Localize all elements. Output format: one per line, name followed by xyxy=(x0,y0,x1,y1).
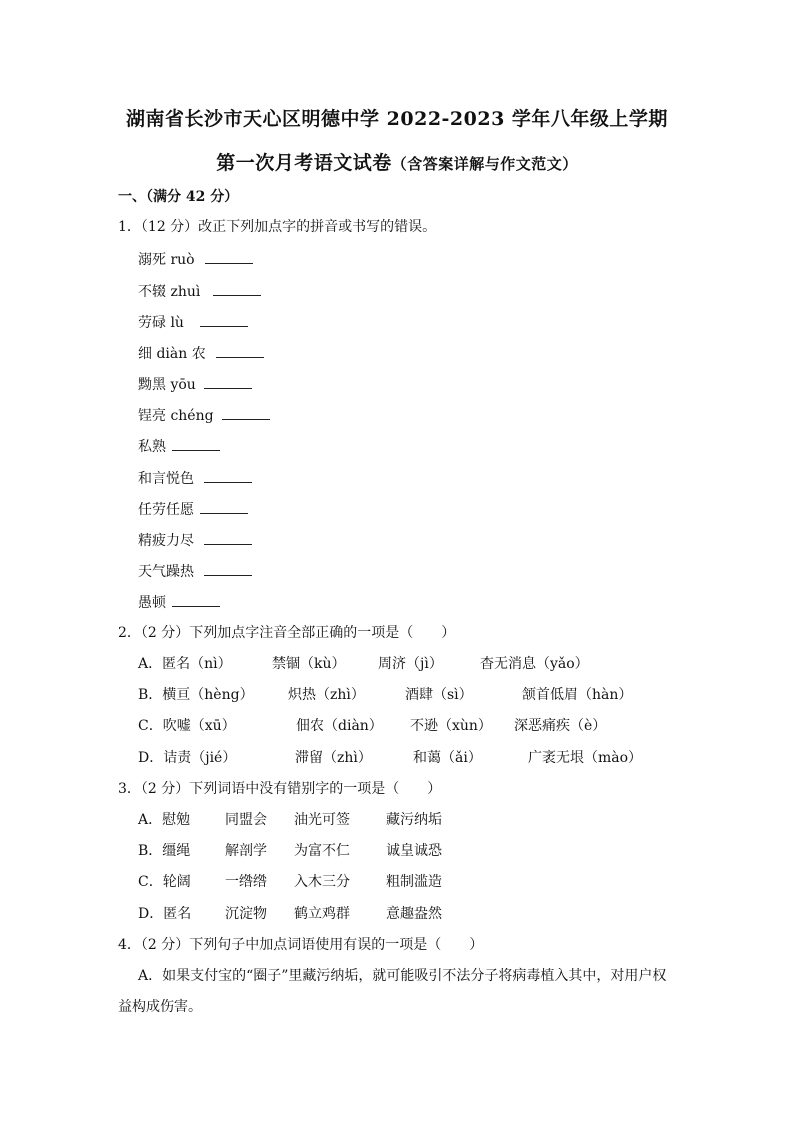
answer-blank[interactable] xyxy=(200,312,248,327)
answer-blank[interactable] xyxy=(213,281,261,296)
answer-blank[interactable] xyxy=(222,405,270,420)
q4-option-a-line2: 益构成伤害。 xyxy=(118,999,202,1015)
answer-blank[interactable] xyxy=(172,592,220,607)
answer-blank[interactable] xyxy=(172,436,220,451)
q1-item: 黝黑 yōu xyxy=(138,374,252,394)
section-heading: 一、（满分 42 分） xyxy=(118,189,239,205)
q1-item: 私熟 xyxy=(138,436,220,456)
q1-item: 愚顿 xyxy=(138,592,220,612)
answer-blank[interactable] xyxy=(204,374,252,389)
q1-item: 细 diàn 农 xyxy=(138,343,264,363)
exam-title-line2 xyxy=(0,148,794,175)
q3-stem: 3．（2 分）下列词语中没有错别字的一项是（ ） xyxy=(118,781,442,797)
answer-blank[interactable] xyxy=(200,499,248,514)
exam-page: 湖南省长沙市天心区明德中学 2022-2023 学年八年级上学期 第一次月考语文试卷（含答案详解与作文范文） 一、（满分 42 分） 1．（12 分）改正下列加点字的拼音或书写的错误。 溺死 ruò 不辍 zhuì 劳碌 lù 细 diàn 农 黝黑 yōu 锃亮 chéng 私熟 和言悦色 任劳任愿 精疲力尽 天气躁热 愚顿 2．（2 分）下列加点字注音全部正确的一项是（ ） A．匿名（nì） 禁锢（kù） 周济（jì） 杳无消息（yǎo） B．横亘（hèng） 炽热（zhì） 酒肆（sì） 颔首低眉（hàn） C．吹嘘（xū） 佃农（diàn） 不逊（xùn） 深恶痛疾（è） D．诘责（jié） 滞留（zhì） 和蔼（ǎi） 广袤无垠（mào） 3．（2 分）下列词语中没有错别字的一项是（ ） A．慰勉 同盟会 油光可签 藏污纳垢 B．缰绳 解剖学 为富不仁 诚皇诚恐 C．轮阔 一绺绺 入木三分 粗制滥造 D．匿名 沉淀物 鹤立鸡群 意趣盎然 4．（2 分）下列句子中加点词语使用有误的一项是（ ） A．如果支付宝的“圈子”里藏污纳垢，就可能吸引不法分子将病毒植入其中，对用户权 益构成伤害。 xyxy=(0,0,794,1123)
answer-blank[interactable] xyxy=(204,561,252,576)
q1-item: 任劳任愿 xyxy=(138,499,248,519)
q1-item: 溺死 ruò xyxy=(138,249,253,269)
q1-item: 劳碌 lù xyxy=(138,312,248,332)
q1-item: 不辍 zhuì xyxy=(138,281,261,301)
answer-blank[interactable] xyxy=(204,468,252,483)
answer-blank[interactable] xyxy=(205,249,253,264)
exam-title-line1: 湖南省长沙市天心区明德中学 2022-2023 学年八年级上学期 xyxy=(126,108,668,130)
q1-item: 和言悦色 xyxy=(138,468,252,488)
answer-blank[interactable] xyxy=(204,530,252,545)
q4-option-a-line1[interactable]: A．如果支付宝的“圈子”里藏污纳垢，就可能吸引不法分子将病毒植入其中，对用户权 xyxy=(138,968,667,984)
q1-stem: 1．（12 分）改正下列加点字的拼音或书写的错误。 xyxy=(118,219,437,235)
exam-title-sub: （含答案详解与作文范文） xyxy=(391,155,578,173)
answer-blank[interactable] xyxy=(216,343,264,358)
q1-item: 锃亮 chéng xyxy=(138,405,270,425)
q1-item: 天气躁热 xyxy=(138,561,252,581)
q1-item: 精疲力尽 xyxy=(138,530,252,550)
q4-stem: 4．（2 分）下列句子中加点词语使用有误的一项是（ ） xyxy=(118,937,484,953)
q2-stem: 2．（2 分）下列加点字注音全部正确的一项是（ ） xyxy=(118,625,456,641)
exam-title-main: 第一次月考语文试卷 xyxy=(216,152,392,174)
